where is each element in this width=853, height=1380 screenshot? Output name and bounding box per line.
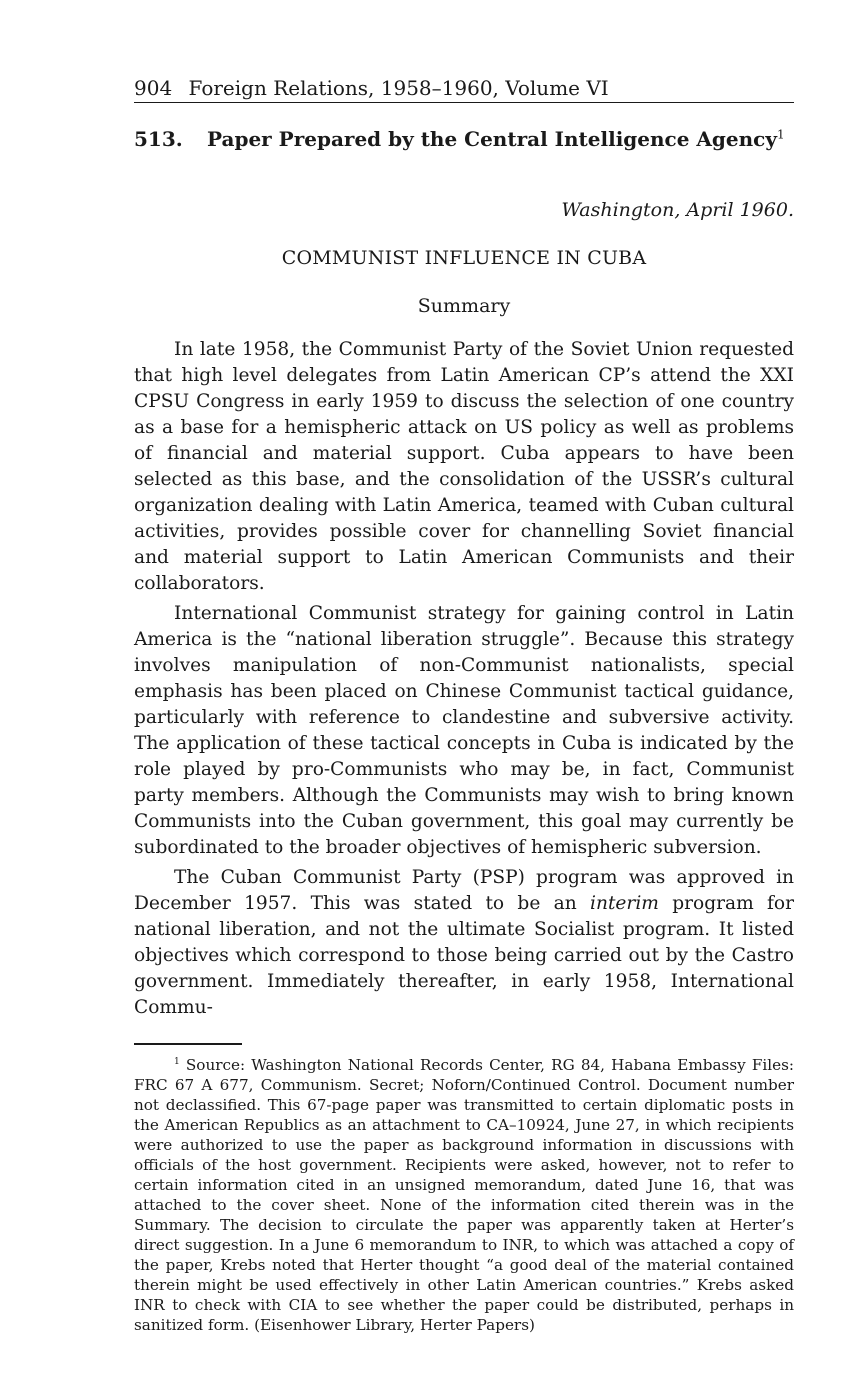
document-heading [134, 125, 794, 153]
paragraph: International Communist strategy for gaining control in Latin America is the “national liberation struggle”. Because this strategy involves manipulation of non-Communist nationalists, special emphasis has been placed on Chinese Communist tactical guidance, particularly with reference to clandestine and subversive activity. The application of these tactical concepts in Cuba is indicated by the role played by pro-Communists who may be, in fact, Communist party members. Although the Communists may wish to bring known Communists into the Cuban government, this goal may currently be subordinated to the broader objectives of hemispheric subversion. [134, 603, 794, 858]
document-title: Paper Prepared by the Central Intelligence Agency [207, 127, 777, 151]
document-title-wrap [207, 125, 785, 153]
footnote [134, 1055, 794, 1335]
paragraph: In late 1958, the Communist Party of the Soviet Union requested that high level delegates from Latin American CP’s attend the XXI CPSU Congress in early 1959 to discuss the selection of one country as a base for a hemispheric attack on US policy as well as problems of financial and material support. Cuba appears to have been selected as this base, and the consolidation of the USSR’s cultural organization dealing with Latin America, teamed with Cuban cultural activities, provides possible cover for channelling Soviet financial and material support to Latin American Communists and their collaborators. [134, 339, 794, 594]
body-text [134, 337, 794, 1021]
section-title: Summary [417, 295, 511, 317]
page-number: 904 [134, 76, 173, 100]
main-title: COMMUNIST INFLUENCE IN CUBA [281, 247, 647, 269]
dateline: Washington, April 1960. [561, 199, 794, 221]
running-head [134, 74, 794, 103]
emphasis: interim [590, 893, 659, 914]
paragraph: The Cuban Communist Party (PSP) program was approved in December 1957. This was stated to be an interim program for national liberation, and not the ultimate Socialist program. It listed objectives which correspond to those being carried out by the Castro government. Immediately thereafter, in early 1958, International Commu- [134, 867, 794, 1018]
footnote-marker: 1 [174, 1056, 180, 1067]
document-page [134, 74, 794, 1335]
volume-title: Foreign Relations, 1958–1960, Volume VI [188, 76, 609, 100]
document-number: 513. [134, 127, 183, 151]
footnote-divider [134, 1043, 242, 1045]
footnote-text: Source: Washington National Records Center, RG 84, Habana Embassy Files: FRC 67 A 677, Communism. Secret; Noforn/Continued Control. Document number not declassified. This 67-page paper was transmitted to certain diplomatic posts in the American Republics as an attachment to CA–10924, June 27, in which recipients were authorized to use the paper as background information in discussions with officials of the host government. Recipients were asked, however, not to refer to certain information cited in an unsigned memorandum, dated June 16, that was attached to the cover sheet. None of the information cited therein was in the Summary. The decision to circulate the paper was apparently taken at Herter’s direct suggestion. In a June 6 memorandum to INR, to which was attached a copy of the paper, Krebs noted that Herter thought “a good deal of the material contained therein might be used effectively in other Latin American countries.” Krebs asked INR to check with CIA to see whether the paper could be distributed, perhaps in sanitized form. (Eisenhower Library, Herter Papers) [134, 1056, 795, 1334]
footnote-reference: 1 [776, 127, 785, 142]
